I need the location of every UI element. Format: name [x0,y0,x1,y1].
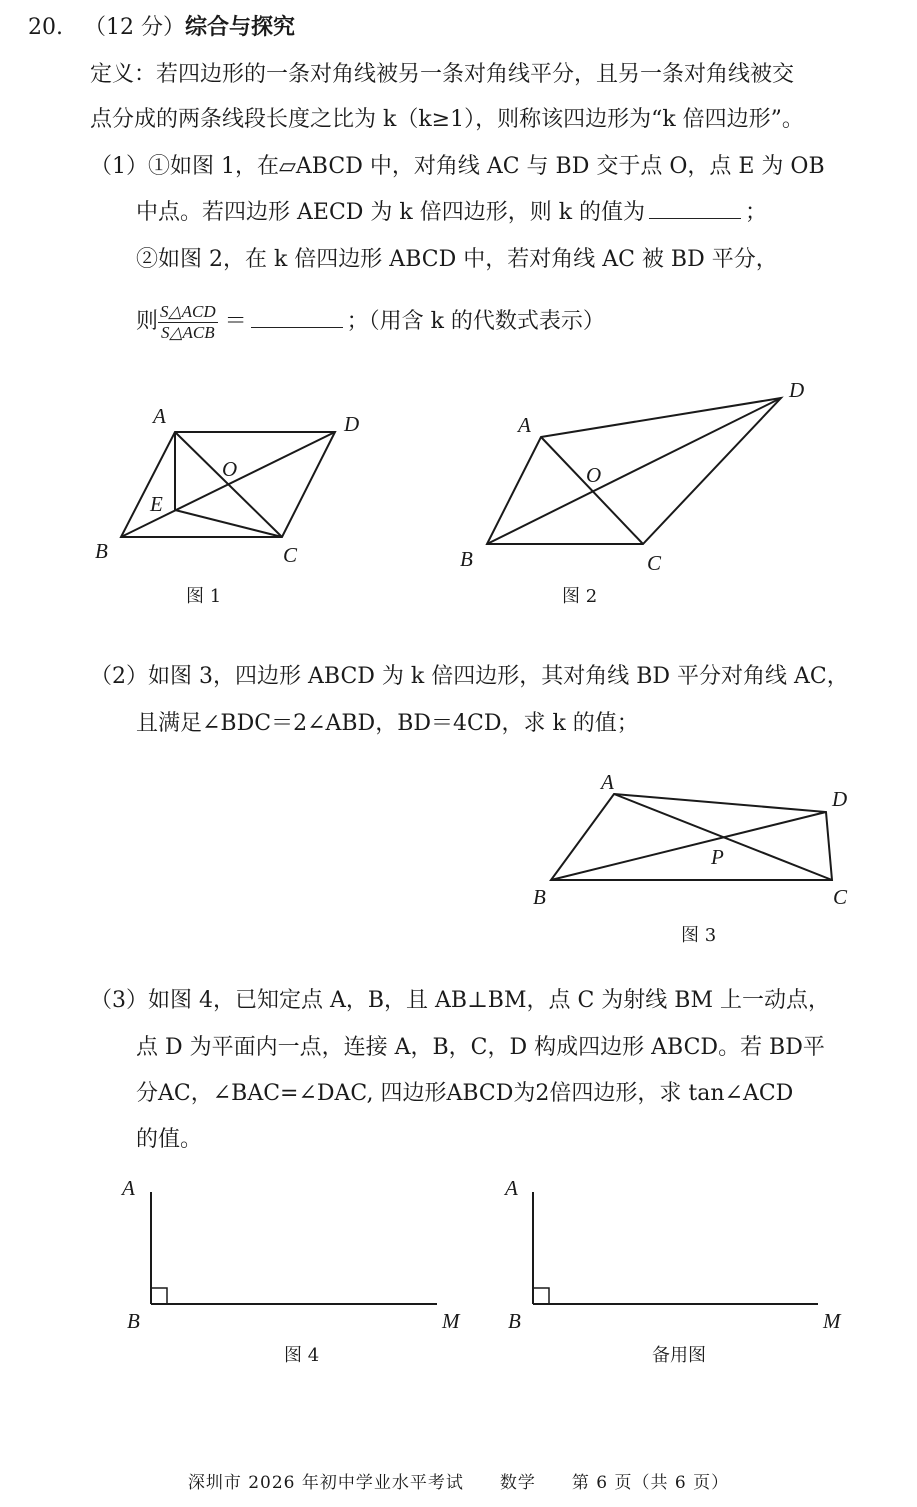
fig2-label-o: O [586,463,602,487]
fig4-right-angle-mark [151,1288,167,1304]
figure-2-quadrilateral [487,398,781,544]
part1-item2: ②如图 2，在 k 倍四边形 ABCD 中，若对角线 AC 被 BD 平分， [136,247,778,272]
backup-figure-caption: 备用图 [652,1345,706,1366]
fig2-diagonal-ac [541,437,643,544]
fig5-right-angle-mark [533,1288,549,1304]
fig5-label-a: A [505,1176,518,1200]
fig4-label-b: B [127,1309,140,1333]
fig3-label-c: C [833,885,848,909]
fig2-label-c: C [647,551,662,575]
fig4-label-m: M [442,1309,460,1333]
fig3-label-d: D [832,787,848,811]
fig3-label-p: P [711,845,724,869]
figure-4-right-angle [151,1192,437,1304]
fig1-diagonal-bd [121,432,335,537]
fig3-label-b: B [533,885,546,909]
fig2-diagonal-bd [487,398,781,544]
part2-line-1: （2）如图 3，四边形 ABCD 为 k 倍四边形，其对角线 BD 平分对角线 AC， [90,664,849,689]
part3-line-2: 点 D 为平面内一点，连接 A，B，C，D 构成四边形 ABCD。若 BD平 [136,1035,825,1060]
fig2-caption: 图 2 [562,586,598,607]
fraction-numerator: S△ACD [160,301,216,321]
figure-3-quadrilateral [551,794,832,880]
figure-backup-right-angle [533,1192,818,1304]
part1-item3-prefix: 则 [136,309,159,334]
question-score: （12 分） [83,15,185,40]
definition-line-1: 定义：若四边形的一条对角线被另一条对角线平分，且另一条对角线被交 [90,62,795,87]
fig4-label-a: A [122,1176,135,1200]
fig2-label-b: B [460,547,473,571]
part3-line-1: （3）如图 4，已知定点 A，B，且 AB⊥BM，点 C 为射线 BM 上一动点， [90,988,830,1013]
part1-item1-text: ①如图 1，在▱ABCD 中，对角线 AC 与 BD 交于点 O，点 E 为 OB [148,154,825,179]
fig1-label-o: O [222,457,238,481]
fig1-label-b: B [95,539,108,563]
fig1-label-c: C [283,543,298,567]
fig4-caption: 图 4 [284,1345,320,1366]
fig1-label-a: A [153,404,166,428]
fig1-label-e: E [150,492,163,516]
fig5-label-m: M [823,1309,841,1333]
fraction-denominator: S△ACB [160,322,215,342]
fig3-caption: 图 3 [681,925,717,946]
fig1-caption: 图 1 [186,586,222,607]
fig1-segment-ec [175,510,282,537]
fig2-label-d: D [789,378,805,402]
figure-1-parallelogram [121,432,335,537]
fig2-label-a: A [518,413,531,437]
part1-item1-end: ； [745,200,768,225]
equals-sign: ＝ [224,309,247,334]
definition-line-2: 点分成的两条线段长度之比为 k（k≥1），则称该四边形为“k 倍四边形”。 [90,107,804,132]
fig5-label-b: B [508,1309,521,1333]
part1-label: （1） [90,154,148,179]
fig3-label-a: A [601,770,614,794]
part2-line-2: 且满足∠BDC＝2∠ABD，BD＝4CD，求 k 的值； [136,711,639,736]
fig3-quadrilateral-abcd [551,794,832,880]
question-number: 20. [28,15,63,40]
page-footer: 深圳市 2026 年初中学业水平考试 数学 第 6 页（共 6 页） [187,1473,730,1493]
part1-item1-continued: 中点。若四边形 AECD 为 k 倍四边形，则 k 的值为 [136,200,646,225]
question-title: 综合与探究 [184,14,295,40]
part3-line-3: 分AC，∠BAC=∠DAC, 四边形ABCD为2倍四边形，求 tan∠ACD [136,1081,794,1106]
part1-item3-end: ；（用含 k 的代数式表示） [346,309,605,334]
part3-line-4: 的值。 [136,1127,203,1152]
fig1-label-d: D [344,412,360,436]
